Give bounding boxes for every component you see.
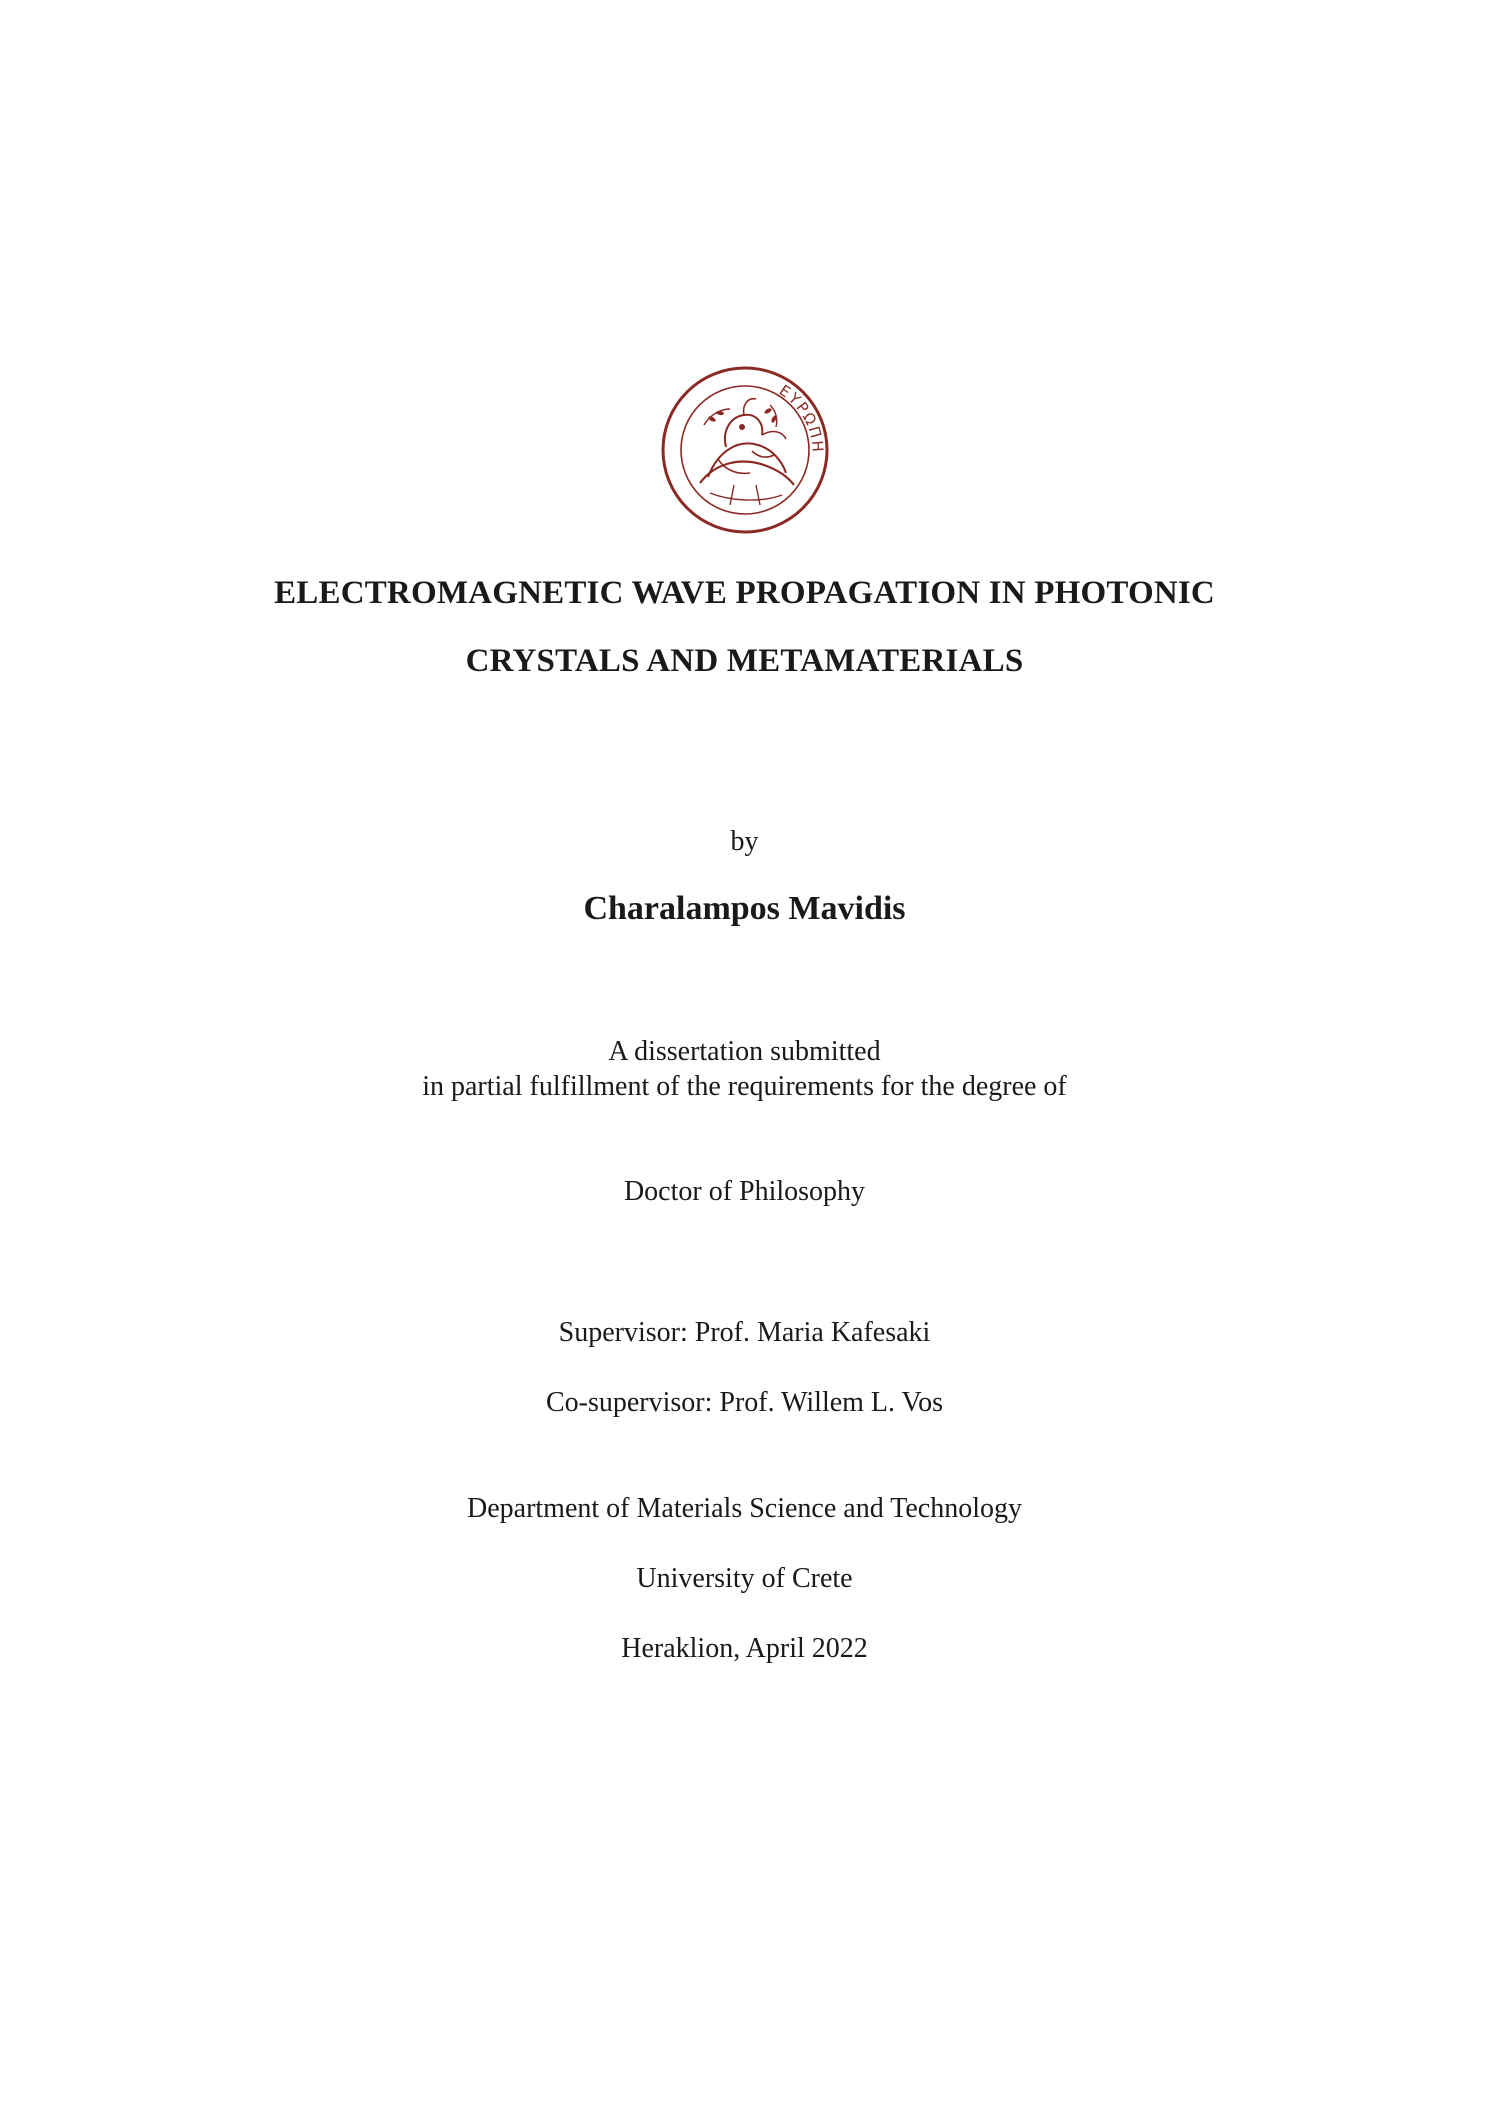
degree-name: Doctor of Philosophy — [623, 1176, 866, 1207]
by-label: by — [730, 826, 759, 857]
university-seal-icon — [660, 365, 830, 535]
thesis-title-line-2: CRYSTALS AND METAMATERIALS — [465, 643, 1024, 679]
university: University of Crete — [636, 1563, 853, 1594]
co-supervisor: Co-supervisor: Prof. Willem L. Vos — [545, 1387, 944, 1418]
thesis-title-line-1: ELECTROMAGNETIC WAVE PROPAGATION IN PHOTONIC — [274, 575, 1215, 611]
seal-inscription: ΕΥΡΩΠΗ — [775, 381, 827, 455]
supervisor: Supervisor: Prof. Maria Kafesaki — [558, 1317, 931, 1348]
submission-line-2: in partial fulfillment of the requirements for the degree of — [422, 1071, 1067, 1102]
author-name: Charalampos Mavidis — [583, 890, 906, 927]
place-and-date: Heraklion, April 2022 — [621, 1633, 868, 1664]
submission-line-1: A dissertation submitted — [608, 1036, 881, 1067]
department: Department of Materials Science and Technology — [467, 1493, 1022, 1524]
